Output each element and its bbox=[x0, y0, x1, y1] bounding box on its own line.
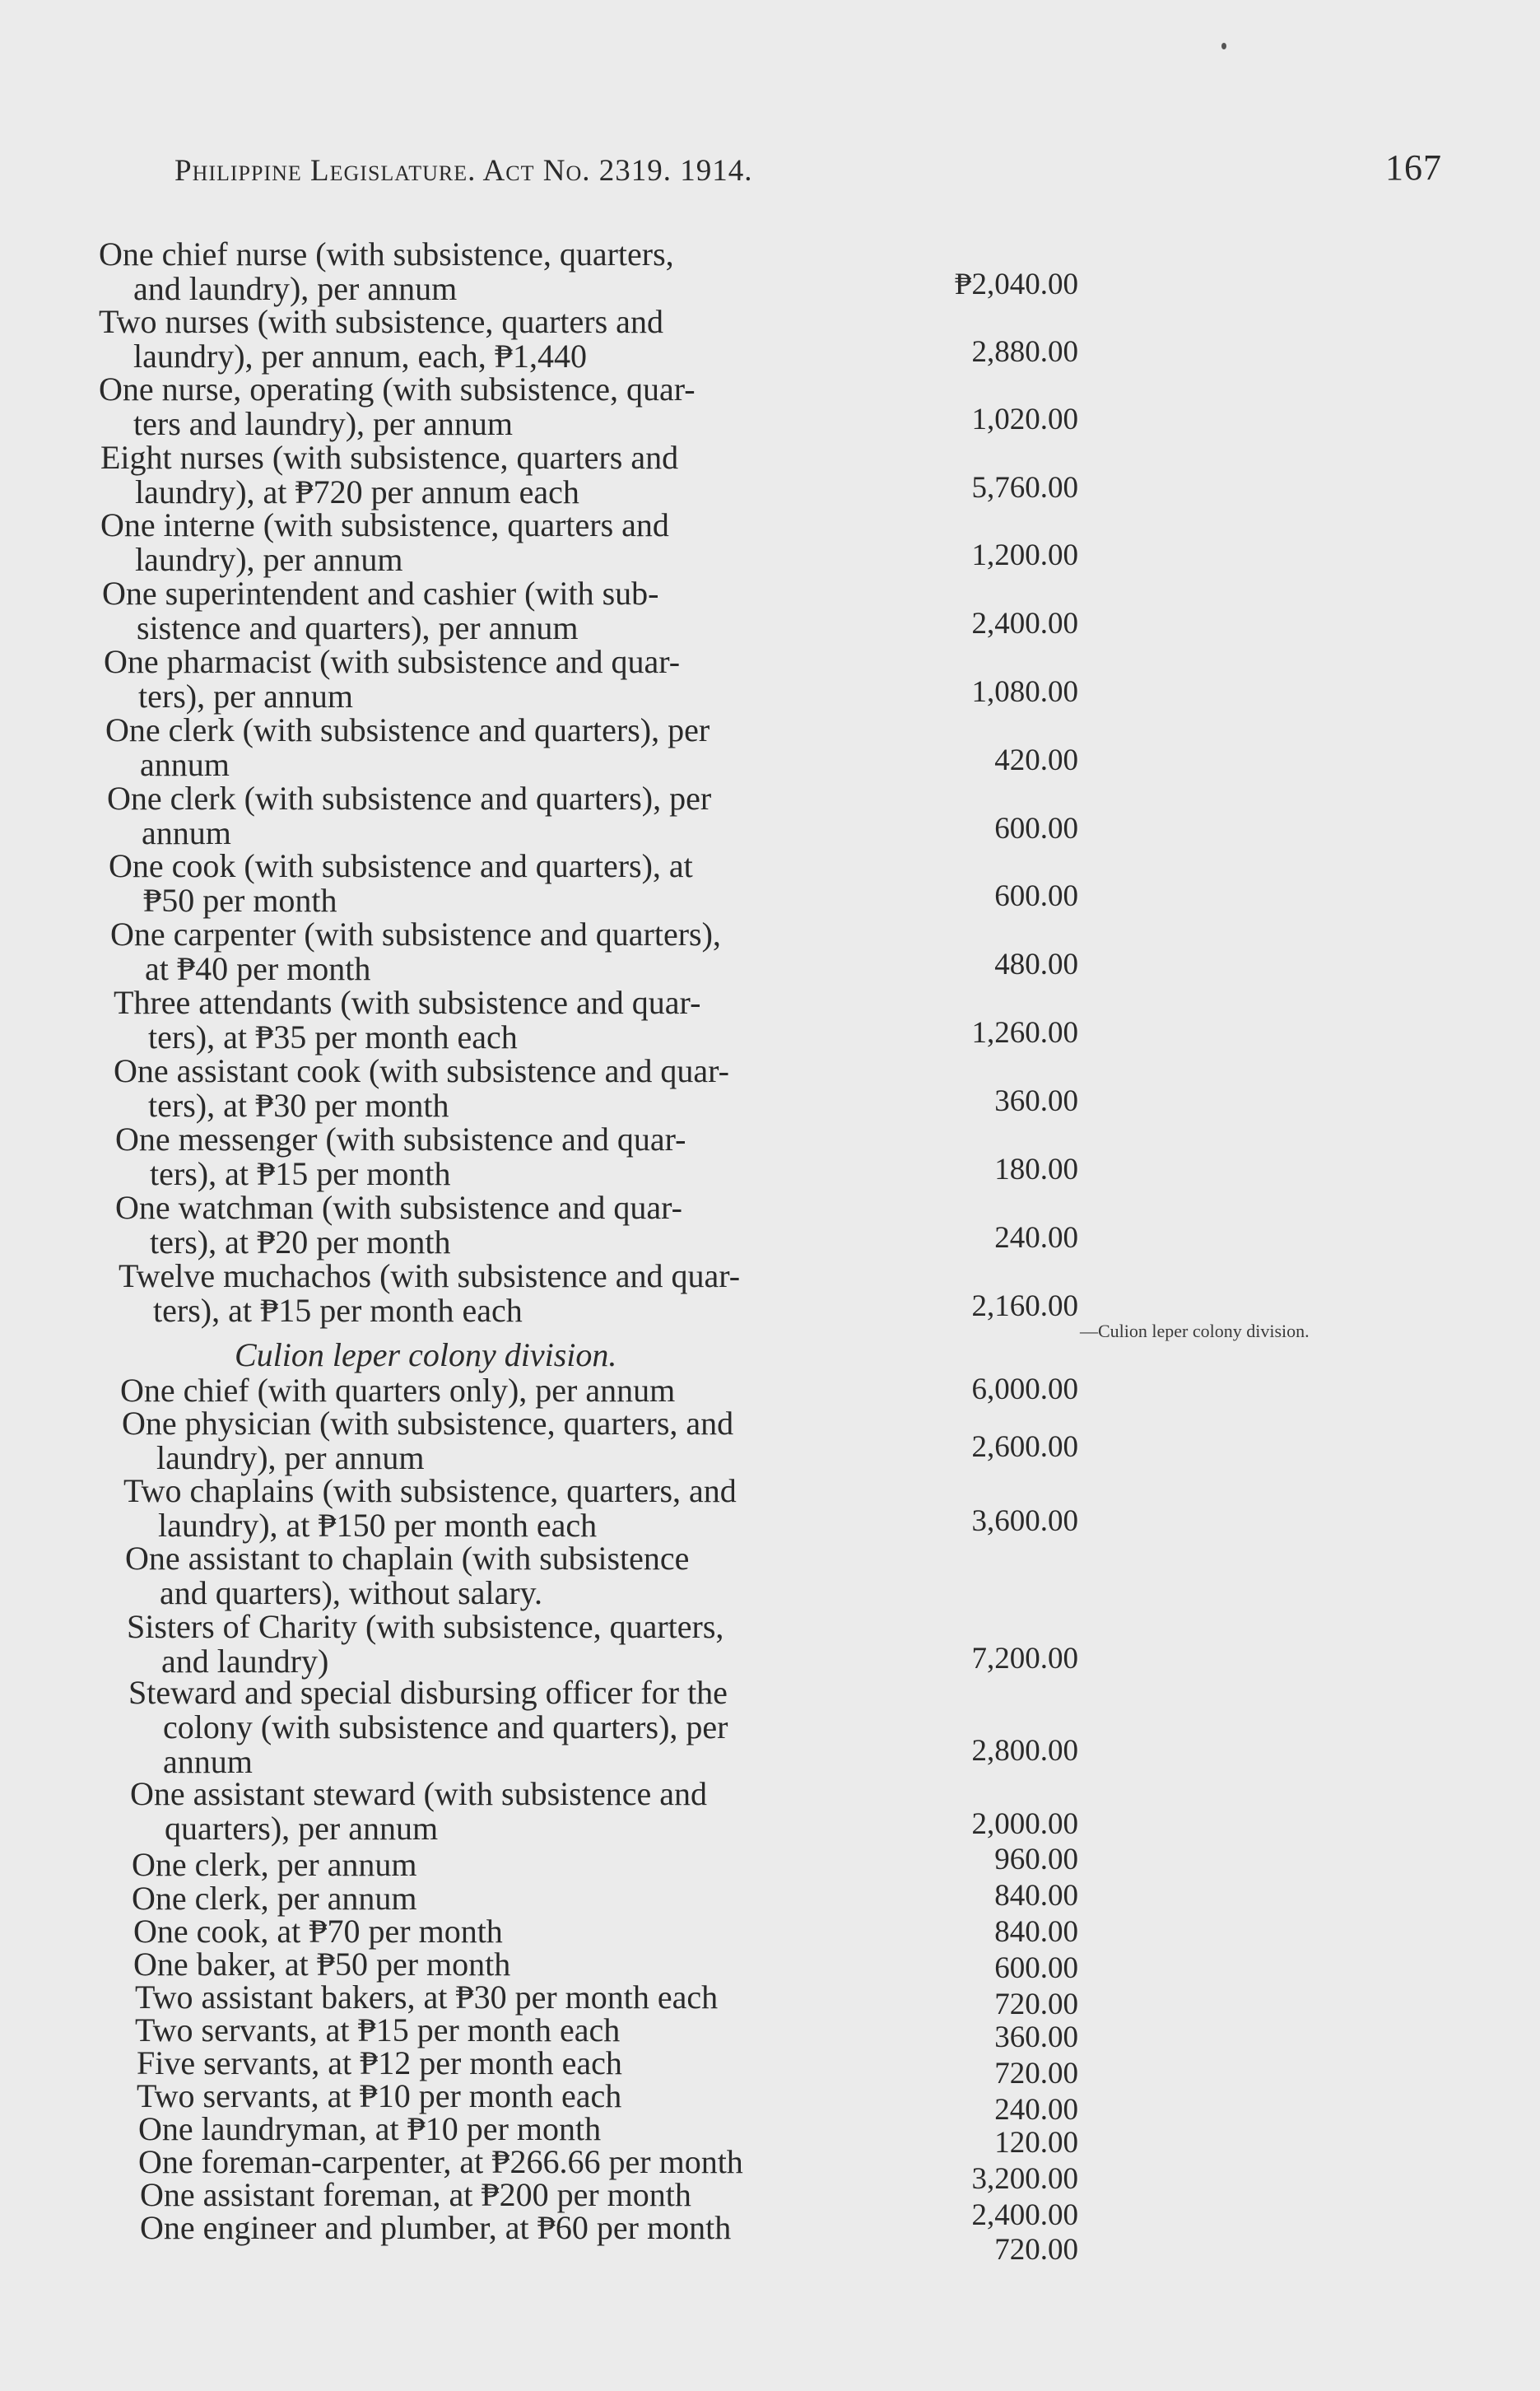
entry-amount: 600.00 bbox=[994, 812, 1078, 846]
entry-line: Steward and special disbursing officer for the bbox=[128, 1674, 728, 1711]
entry-line: laundry), per annum bbox=[135, 541, 403, 578]
entry-line: One engineer and plumber, at ₱60 per month bbox=[140, 2209, 732, 2246]
entry-line: One clerk, per annum bbox=[132, 1880, 417, 1917]
entry-amount: 2,000.00 bbox=[971, 1807, 1078, 1841]
entry-description bbox=[104, 645, 873, 714]
entry-description bbox=[114, 1054, 883, 1123]
entry-amount: 5,760.00 bbox=[971, 471, 1078, 505]
entry-description bbox=[137, 2046, 906, 2081]
entry-amount: 240.00 bbox=[994, 1221, 1078, 1255]
entry-description bbox=[123, 1474, 893, 1543]
entry-line: One cook, at ₱70 per month bbox=[133, 1913, 503, 1950]
entry-line: Two chaplains (with subsistence, quarters, and bbox=[123, 1472, 737, 1509]
entry-description bbox=[138, 2112, 908, 2146]
entry-amount: 2,880.00 bbox=[971, 335, 1078, 369]
entry-amount: 6,000.00 bbox=[971, 1373, 1078, 1406]
scan-speck bbox=[1221, 43, 1226, 49]
entry-description bbox=[100, 508, 870, 577]
entry-description bbox=[99, 237, 868, 306]
entry-amount: 840.00 bbox=[994, 1879, 1078, 1913]
entry-description bbox=[133, 1914, 903, 1949]
entry-line: Two servants, at ₱15 per month each bbox=[135, 2011, 621, 2048]
section-heading: Culion leper colony division. bbox=[235, 1336, 617, 1373]
entry-line: laundry), at ₱720 per annum each bbox=[135, 473, 579, 510]
entry-line: One clerk (with subsistence and quarters), per bbox=[105, 711, 710, 748]
entry-line: One assistant foreman, at ₱200 per month bbox=[140, 2176, 691, 2213]
entry-amount: 180.00 bbox=[994, 1153, 1078, 1186]
entry-amount: 720.00 bbox=[994, 1988, 1078, 2021]
entry-amount: 600.00 bbox=[994, 879, 1078, 913]
entry-amount: 2,600.00 bbox=[971, 1430, 1078, 1464]
entry-description bbox=[122, 1406, 891, 1475]
entry-line: at ₱40 per month bbox=[145, 950, 371, 987]
entry-line: ters), at ₱15 per month each bbox=[153, 1292, 523, 1329]
entry-line: One laundryman, at ₱10 per month bbox=[138, 2110, 602, 2147]
entry-line: One carpenter (with subsistence and quarters), bbox=[110, 916, 721, 953]
entry-description bbox=[120, 1373, 890, 1408]
page-number: 167 bbox=[1385, 147, 1442, 188]
entry-line: and laundry), per annum bbox=[133, 270, 458, 307]
entry-amount: 360.00 bbox=[994, 1084, 1078, 1118]
entry-line: One nurse, operating (with subsistence, quar- bbox=[99, 371, 696, 408]
entry-amount: 120.00 bbox=[994, 2126, 1078, 2160]
entry-line: ters), at ₱20 per month bbox=[150, 1223, 451, 1261]
entry-description bbox=[140, 2178, 910, 2212]
entry-description bbox=[102, 576, 872, 646]
entry-description bbox=[135, 2013, 905, 2048]
entry-description bbox=[135, 1980, 905, 2015]
entry-line: Eight nurses (with subsistence, quarters and bbox=[100, 439, 679, 476]
entry-line: annum bbox=[140, 746, 230, 783]
entry-description bbox=[140, 2211, 910, 2245]
entry-line: sistence and quarters), per annum bbox=[137, 609, 579, 646]
entry-amount: 720.00 bbox=[994, 2057, 1078, 2090]
entry-line: Sisters of Charity (with subsistence, quarters, bbox=[127, 1608, 724, 1645]
entry-line: One interne (with subsistence, quarters and bbox=[100, 506, 669, 543]
entry-description bbox=[128, 1676, 898, 1779]
entry-line: Two assistant bakers, at ₱30 per month each bbox=[135, 1979, 719, 2016]
entry-description bbox=[99, 305, 868, 374]
entry-amount: 240.00 bbox=[994, 2093, 1078, 2127]
entry-description bbox=[137, 2079, 906, 2114]
entry-description bbox=[109, 849, 878, 918]
entry-description bbox=[110, 917, 880, 986]
entry-line: One assistant steward (with subsistence and bbox=[130, 1775, 707, 1812]
entry-amount: 360.00 bbox=[994, 2020, 1078, 2054]
entry-description bbox=[115, 1122, 885, 1191]
entry-description bbox=[138, 2145, 908, 2179]
entry-description bbox=[132, 1881, 901, 1916]
entry-line: One chief nurse (with subsistence, quarters, bbox=[99, 235, 674, 273]
entry-line: One assistant to chaplain (with subsistence bbox=[125, 1540, 690, 1577]
entry-line: One foreman-carpenter, at ₱266.66 per month bbox=[138, 2143, 743, 2180]
entry-amount: 1,080.00 bbox=[971, 675, 1078, 709]
entry-description bbox=[100, 440, 870, 510]
entry-line: One messenger (with subsistence and quar- bbox=[115, 1121, 686, 1158]
entry-line: Two nurses (with subsistence, quarters and bbox=[99, 303, 663, 340]
entry-line: Two servants, at ₱10 per month each bbox=[137, 2077, 622, 2114]
entry-line: annum bbox=[142, 814, 231, 851]
entry-amount: 1,260.00 bbox=[971, 1016, 1078, 1050]
entry-description bbox=[130, 1777, 900, 1846]
entry-line: annum bbox=[163, 1743, 253, 1780]
entry-line: laundry), at ₱150 per month each bbox=[158, 1507, 598, 1544]
entry-description bbox=[132, 1848, 901, 1882]
entry-line: colony (with subsistence and quarters), per bbox=[163, 1708, 728, 1745]
entry-line: One clerk, per annum bbox=[132, 1846, 417, 1883]
entry-line: laundry), per annum bbox=[156, 1439, 425, 1476]
entry-amount: 2,160.00 bbox=[971, 1289, 1078, 1323]
entry-line: and quarters), without salary. bbox=[160, 1574, 543, 1611]
entry-amount: 600.00 bbox=[994, 1951, 1078, 1985]
entry-line: laundry), per annum, each, ₱1,440 bbox=[133, 338, 587, 375]
entry-amount: 840.00 bbox=[994, 1915, 1078, 1949]
entry-amount: 960.00 bbox=[994, 1843, 1078, 1876]
margin-note: —Culion leper colony division. bbox=[1080, 1321, 1310, 1341]
running-head: Philippine Legislature. Act No. 2319. 1914. bbox=[174, 154, 753, 188]
entry-line: One clerk (with subsistence and quarters), per bbox=[107, 780, 712, 817]
entry-amount: 1,020.00 bbox=[971, 403, 1078, 436]
entry-line: One physician (with subsistence, quarters, and bbox=[122, 1405, 734, 1442]
entry-line: One assistant cook (with subsistence and quar- bbox=[114, 1052, 729, 1089]
entry-amount: 7,200.00 bbox=[971, 1642, 1078, 1676]
entry-description bbox=[119, 1259, 888, 1328]
entry-description bbox=[99, 372, 868, 441]
entry-amount: ₱2,040.00 bbox=[954, 268, 1078, 301]
entry-amount: 2,800.00 bbox=[971, 1734, 1078, 1768]
entry-description bbox=[105, 713, 875, 782]
entry-line: Five servants, at ₱12 per month each bbox=[137, 2044, 622, 2081]
entry-line: One superintendent and cashier (with sub- bbox=[102, 575, 659, 612]
entry-description bbox=[125, 1541, 895, 1610]
entry-description bbox=[114, 986, 883, 1055]
entry-line: One cook (with subsistence and quarters), at bbox=[109, 847, 693, 884]
entry-line: quarters), per annum bbox=[165, 1810, 439, 1847]
entry-amount: 3,200.00 bbox=[971, 2162, 1078, 2196]
entry-line: Three attendants (with subsistence and quar- bbox=[114, 984, 701, 1021]
entry-line: ters and laundry), per annum bbox=[133, 405, 513, 442]
entry-amount: 480.00 bbox=[994, 948, 1078, 981]
entry-line: ters), per annum bbox=[138, 678, 354, 715]
entry-line: ters), at ₱15 per month bbox=[150, 1155, 451, 1192]
entry-amount: 420.00 bbox=[994, 743, 1078, 777]
entry-line: ters), at ₱30 per month bbox=[148, 1087, 449, 1124]
entry-line: ters), at ₱35 per month each bbox=[148, 1018, 518, 1056]
entry-line: and laundry) bbox=[161, 1643, 329, 1680]
entry-line: Twelve muchachos (with subsistence and quar- bbox=[119, 1257, 741, 1294]
entry-amount: 2,400.00 bbox=[971, 607, 1078, 641]
entry-amount: 720.00 bbox=[994, 2233, 1078, 2267]
entry-line: One watchman (with subsistence and quar- bbox=[115, 1189, 682, 1226]
entry-line: One chief (with quarters only), per annum bbox=[120, 1372, 676, 1409]
entry-description bbox=[127, 1610, 896, 1679]
entry-description bbox=[133, 1947, 903, 1982]
entry-amount: 1,200.00 bbox=[971, 538, 1078, 572]
entry-line: ₱50 per month bbox=[143, 882, 337, 919]
entry-amount: 2,400.00 bbox=[971, 2198, 1078, 2232]
entry-amount: 3,600.00 bbox=[971, 1504, 1078, 1538]
entry-line: One pharmacist (with subsistence and quar- bbox=[104, 643, 681, 680]
entry-description bbox=[115, 1191, 885, 1260]
page-header bbox=[174, 147, 1442, 196]
entry-line: One baker, at ₱50 per month bbox=[133, 1946, 511, 1983]
entry-description bbox=[107, 781, 877, 851]
